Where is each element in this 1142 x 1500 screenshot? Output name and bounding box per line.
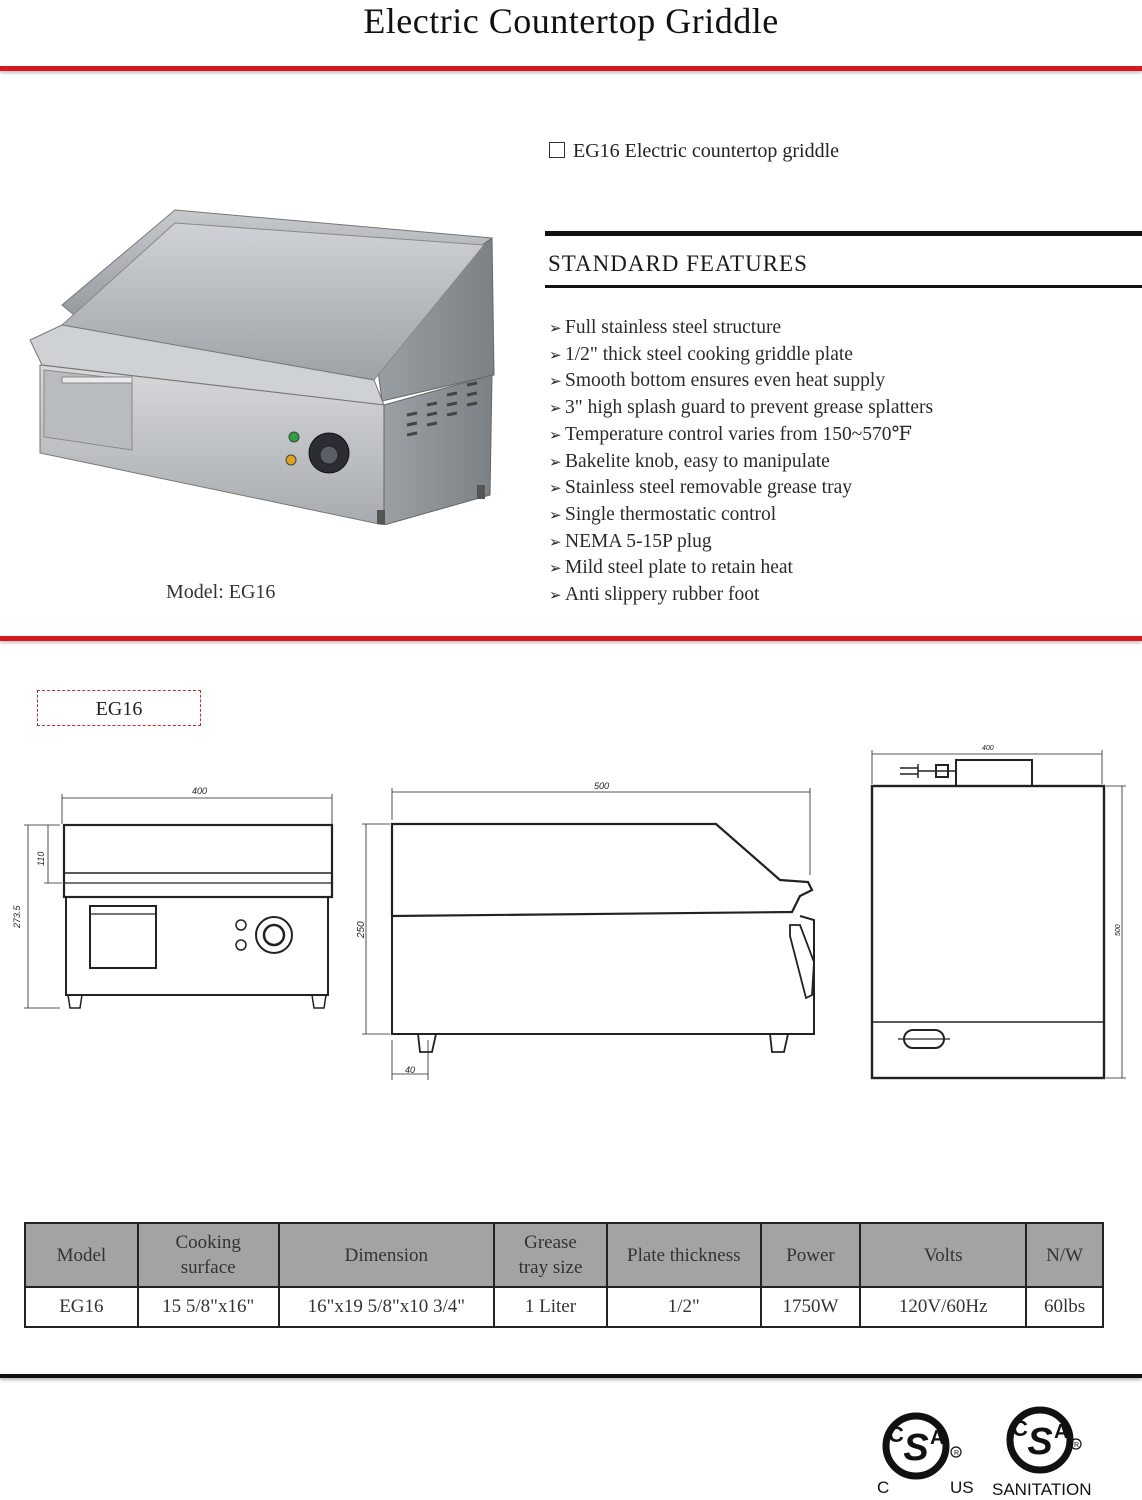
svg-text:S: S (903, 1427, 929, 1469)
column-header: Cooking surface (138, 1223, 279, 1287)
top-depth-dimension: 500 (1115, 924, 1122, 936)
arrow-bullet-icon: ➢ (549, 452, 562, 471)
arrow-bullet-icon: ➢ (549, 399, 562, 418)
table-cell: 1750W (761, 1287, 861, 1327)
arrow-bullet-icon: ➢ (549, 319, 562, 337)
column-header: Power (761, 1223, 861, 1287)
features-list (549, 315, 933, 609)
features-top-rule (545, 231, 1142, 236)
svg-text:C: C (888, 1422, 904, 1447)
csa-c-letter: C (877, 1478, 890, 1497)
top-width-dimension: 400 (982, 745, 994, 752)
arrow-bullet-icon: ➢ (549, 532, 562, 551)
spec-table (24, 1222, 1104, 1328)
front-width-dimension: 400 (192, 786, 208, 796)
front-height-dimension: 273.5 (12, 905, 22, 928)
drawing-model-label: EG16 (37, 690, 201, 726)
column-header: Model (25, 1223, 138, 1287)
table-cell: 16"x19 5/8"x10 3/4" (279, 1287, 494, 1327)
feature-item: ➢ Bakelite knob, easy to manipulate (549, 449, 933, 476)
arrow-bullet-icon: ➢ (549, 586, 562, 605)
column-header: Volts (860, 1223, 1026, 1287)
model-caption: Model: EG16 (166, 581, 276, 603)
feature-item: ➢ Full stainless steel structure (549, 315, 933, 342)
feature-item: ➢ Smooth bottom ensures even heat supply (549, 368, 933, 395)
csa-us-letters: US (950, 1478, 974, 1497)
feature-item: ➢ 3" high splash guard to prevent grease splatters (549, 395, 933, 422)
griddle-product-image (22, 205, 502, 525)
table-cell: 1/2" (607, 1287, 761, 1327)
top-view-drawing (872, 750, 1126, 1078)
side-view-drawing (362, 788, 814, 1080)
header-divider (0, 66, 1142, 71)
feature-item: ➢ NEMA 5-15P plug (549, 529, 933, 556)
features-bottom-rule (545, 285, 1142, 288)
page-title: Electric Countertop Griddle (363, 1, 779, 41)
svg-text:A: A (930, 1427, 945, 1449)
product-checkbox-line (549, 140, 839, 163)
front-top-dimension: 110 (36, 851, 46, 866)
product-checkbox-label: EG16 Electric countertop griddle (573, 140, 840, 162)
arrow-bullet-icon: ➢ (549, 345, 562, 364)
side-foot-dimension: 40 (405, 1065, 416, 1075)
svg-text:R: R (1074, 1442, 1080, 1449)
feature-item: ➢ Stainless steel removable grease tray (549, 475, 933, 502)
column-header: Dimension (279, 1223, 494, 1287)
arrow-bullet-icon: ➢ (549, 559, 562, 578)
csa-sanitation-label: SANITATION (992, 1480, 1092, 1499)
table-row (25, 1287, 1103, 1327)
table-cell: EG16 (25, 1287, 138, 1327)
table-cell: 120V/60Hz (860, 1287, 1026, 1327)
side-height-dimension: 250 (356, 921, 367, 938)
arrow-bullet-icon: ➢ (549, 425, 562, 444)
feature-item: ➢ Temperature control varies from 150~570℉ (549, 422, 933, 449)
arrow-bullet-icon: ➢ (549, 479, 562, 498)
section-divider (0, 636, 1142, 641)
csa-sanitation-logo (1000, 1400, 1090, 1480)
table-cell: 60lbs (1026, 1287, 1103, 1327)
front-view-drawing (24, 794, 332, 1008)
column-header: N/W (1026, 1223, 1103, 1287)
features-heading: STANDARD FEATURES (548, 251, 808, 276)
feature-item: ➢ Mild steel plate to retain heat (549, 555, 933, 582)
side-depth-dimension: 500 (594, 781, 610, 791)
arrow-bullet-icon: ➢ (549, 372, 562, 391)
feature-item: ➢ Single thermostatic control (549, 502, 933, 529)
footer-divider (0, 1374, 1142, 1378)
column-header: Grease tray size (494, 1223, 607, 1287)
svg-text:S: S (1027, 1421, 1053, 1463)
table-cell: 1 Liter (494, 1287, 607, 1327)
feature-item: ➢ Anti slippery rubber foot (549, 582, 933, 609)
svg-text:A: A (1054, 1421, 1069, 1443)
feature-item: ➢ 1/2" thick steel cooking griddle plate (549, 342, 933, 369)
table-cell: 15 5/8"x16" (138, 1287, 279, 1327)
table-header-row (25, 1223, 1103, 1287)
svg-text:R: R (954, 1450, 960, 1457)
technical-drawings (0, 740, 1142, 1090)
column-header: Plate thickness (607, 1223, 761, 1287)
checkbox-icon (549, 142, 565, 158)
arrow-bullet-icon: ➢ (549, 505, 562, 524)
svg-text:C: C (1012, 1416, 1028, 1441)
